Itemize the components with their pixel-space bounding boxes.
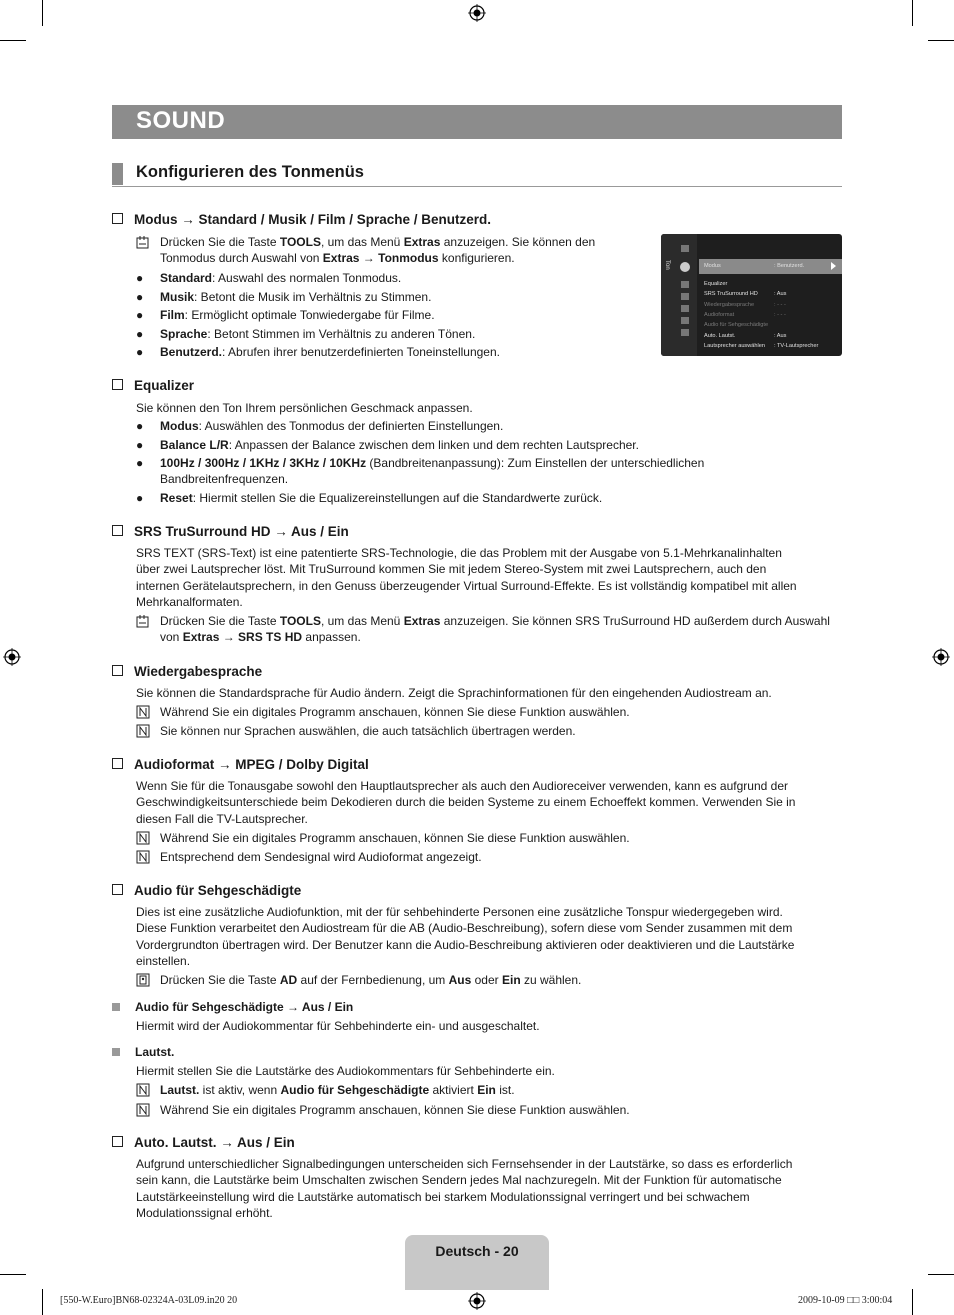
square-bullet-icon bbox=[112, 1003, 120, 1011]
note-icon bbox=[136, 705, 150, 719]
remote-button-icon bbox=[136, 973, 150, 987]
auto-lautst-paragraph: Aufgrund unterschiedlicher Signalbedingungen unterscheiden sich Fernsehsender in der Lautstärke, so dass es erforderlich sein kann, die Lautstärke beim Umschalten zwischen Sendern jedes Mal nachzuregeln. Mit der Funktion für automatische Lautstärkeeinstellung wird die Lautstärke automatisch bei starkem Modulationssignal verringert und bei schwachem Modulationssignal erhöht. bbox=[136, 1157, 793, 1221]
checkbox-icon bbox=[112, 1136, 123, 1147]
square-bullet-icon bbox=[112, 1048, 120, 1056]
subsection-rule bbox=[112, 186, 842, 187]
subsection-marker bbox=[112, 163, 123, 185]
audio-seh-sub2-heading: Lautst. bbox=[112, 1045, 174, 1059]
crop-mark bbox=[42, 1289, 43, 1315]
checkbox-icon bbox=[112, 665, 123, 676]
registration-mark-icon bbox=[932, 648, 950, 666]
note-icon bbox=[136, 1103, 150, 1117]
wiedergabe-heading: Wiedergabesprache bbox=[112, 664, 262, 679]
checkbox-icon bbox=[112, 525, 123, 536]
tv-menu-side-label: Ton bbox=[664, 260, 670, 270]
tv-menu-row-value: : Aus bbox=[774, 291, 787, 297]
note-icon bbox=[136, 850, 150, 864]
srs-heading: SRS TruSurround HD → Aus / Ein bbox=[112, 524, 349, 539]
tv-menu-row-value: : Aus bbox=[774, 333, 787, 339]
section-title: SOUND bbox=[136, 107, 226, 134]
checkbox-icon bbox=[112, 213, 123, 224]
audioformat-paragraph: Wenn Sie für die Tonausgabe sowohl den Hauptlautsprecher als auch den Audioreceiver verwenden, kann es aufgrund der Geschwindigkeitsunterschiede beim Dekodieren durch die beiden Systeme zu einem Echoeffekt kommen. Verwenden Sie in diesen Fall die TV-Lautsprecher. bbox=[136, 779, 796, 826]
checkbox-icon bbox=[112, 758, 123, 769]
crop-mark bbox=[912, 1289, 913, 1315]
chevron-right-icon bbox=[831, 262, 836, 270]
tv-menu-row-label: SRS TruSurround HD bbox=[704, 291, 758, 297]
checkbox-icon bbox=[112, 884, 123, 895]
tv-menu-screenshot bbox=[661, 234, 842, 356]
crop-mark bbox=[0, 1274, 26, 1275]
sound-icon bbox=[680, 262, 690, 272]
audio-seh-heading: Audio für Sehgeschädigte bbox=[112, 883, 301, 898]
section-header-bar bbox=[112, 105, 842, 139]
note-icon bbox=[136, 724, 150, 738]
tv-menu-row-value: : TV-Lautsprecher bbox=[774, 343, 819, 349]
tv-menu-row-label: Audioformat bbox=[704, 312, 735, 318]
crop-mark bbox=[912, 0, 913, 26]
tv-menu-row-label: Wiedergabesprache bbox=[704, 301, 755, 308]
tools-note-icon bbox=[136, 614, 150, 628]
support-icon bbox=[681, 329, 689, 336]
wiedergabe-paragraph: Sie können die Standardsprache für Audio ändern. Zeigt die Sprachinformationen für den eingehenden Audiostream an. bbox=[136, 686, 772, 700]
picture-icon bbox=[681, 245, 689, 252]
audio-seh-sub1-text: Hiermit wird der Audiokommentar für Sehbehinderte ein- und ausgeschaltet. bbox=[136, 1019, 540, 1033]
subsection-title: Konfigurieren des Tonmenüs bbox=[136, 163, 364, 181]
equalizer-intro: Sie können den Ton Ihrem persönlichen Geschmack anpassen. bbox=[136, 401, 473, 415]
page-number-tab bbox=[405, 1235, 549, 1290]
registration-mark-icon bbox=[468, 1292, 486, 1310]
registration-mark-icon bbox=[468, 4, 486, 22]
crop-mark bbox=[928, 1274, 954, 1275]
audio-seh-sub2-text: Hiermit stellen Sie die Lautstärke des Audiokommentars für Sehbehinderte ein. bbox=[136, 1064, 555, 1078]
tv-menu-row-value: : - - - bbox=[774, 312, 786, 318]
audio-seh-paragraph: Dies ist eine zusätzliche Audiofunktion, mit der für sehbehinderte Personen eine zusätzliche Tonspur wiedergegeben wird. Diese Funktion verarbeitet den Audiostream für die AB (Audio-Beschreibung), sofern diese vom Sender zusammen mit dem Vordergrundton übertragen wird. Der Benutzer kann die Audio-Beschreibung aktivieren oder deaktivieren und die Lautstärke einstellen. bbox=[136, 905, 795, 969]
srs-paragraph: SRS TEXT (SRS-Text) ist eine patentierte SRS-Technologie, die das Problem mit der Ausgabe von 5.1-Mehrkanalinhalten über zwei Lautsprecher löst. Mit TruSurround kommen Sie mit jedem Stereo-System mit zwei Lautsprechern, auch den internen Gerätelautsprechern, in den Genuss überzeugender Virtual Surround-Effekte. Es ist vollständig kompatibel mit allen Mehrkanalformaten. bbox=[136, 546, 797, 610]
application-icon bbox=[681, 317, 689, 324]
channel-icon bbox=[681, 281, 689, 288]
registration-mark-icon bbox=[3, 648, 21, 666]
footer-timestamp: 2009-10-09 □□ 3:00:04 bbox=[798, 1295, 893, 1306]
crop-mark bbox=[928, 40, 954, 41]
tv-menu-sidebar bbox=[661, 234, 697, 356]
checkbox-icon bbox=[112, 379, 123, 390]
audioformat-heading: Audioformat → MPEG / Dolby Digital bbox=[112, 757, 369, 772]
tv-menu-row-value: : Benutzerd. bbox=[774, 263, 805, 269]
page-number: Deutsch - 20 bbox=[435, 1243, 519, 1259]
input-icon bbox=[681, 305, 689, 312]
tv-menu-row-label: Audio für Sehgeschädigte bbox=[704, 322, 769, 328]
audio-seh-sub1-heading: Audio für Sehgeschädigte → Aus / Ein bbox=[112, 1000, 353, 1014]
auto-lautst-heading: Auto. Lautst. → Aus / Ein bbox=[112, 1135, 295, 1150]
setup-icon bbox=[681, 293, 689, 300]
crop-mark bbox=[0, 40, 26, 41]
modus-heading: Modus → Standard / Musik / Film / Sprache / Benutzerd. bbox=[112, 212, 491, 227]
tv-menu-row-value: : - - - bbox=[774, 301, 786, 308]
tv-menu-row-label: Equalizer bbox=[704, 281, 728, 287]
crop-mark bbox=[42, 0, 43, 26]
tv-menu-row-label: Auto. Lautst. bbox=[704, 333, 736, 339]
equalizer-heading: Equalizer bbox=[112, 378, 194, 393]
tools-note-icon bbox=[136, 235, 150, 249]
footer-file-info: [550-W.Euro]BN68-02324A-03L09.in20 20 bbox=[60, 1295, 238, 1306]
note-icon bbox=[136, 831, 150, 845]
tv-menu-row-label: Lautsprecher auswählen bbox=[704, 343, 765, 349]
tv-menu-row-label: Modus bbox=[704, 263, 721, 269]
note-icon bbox=[136, 1083, 150, 1097]
